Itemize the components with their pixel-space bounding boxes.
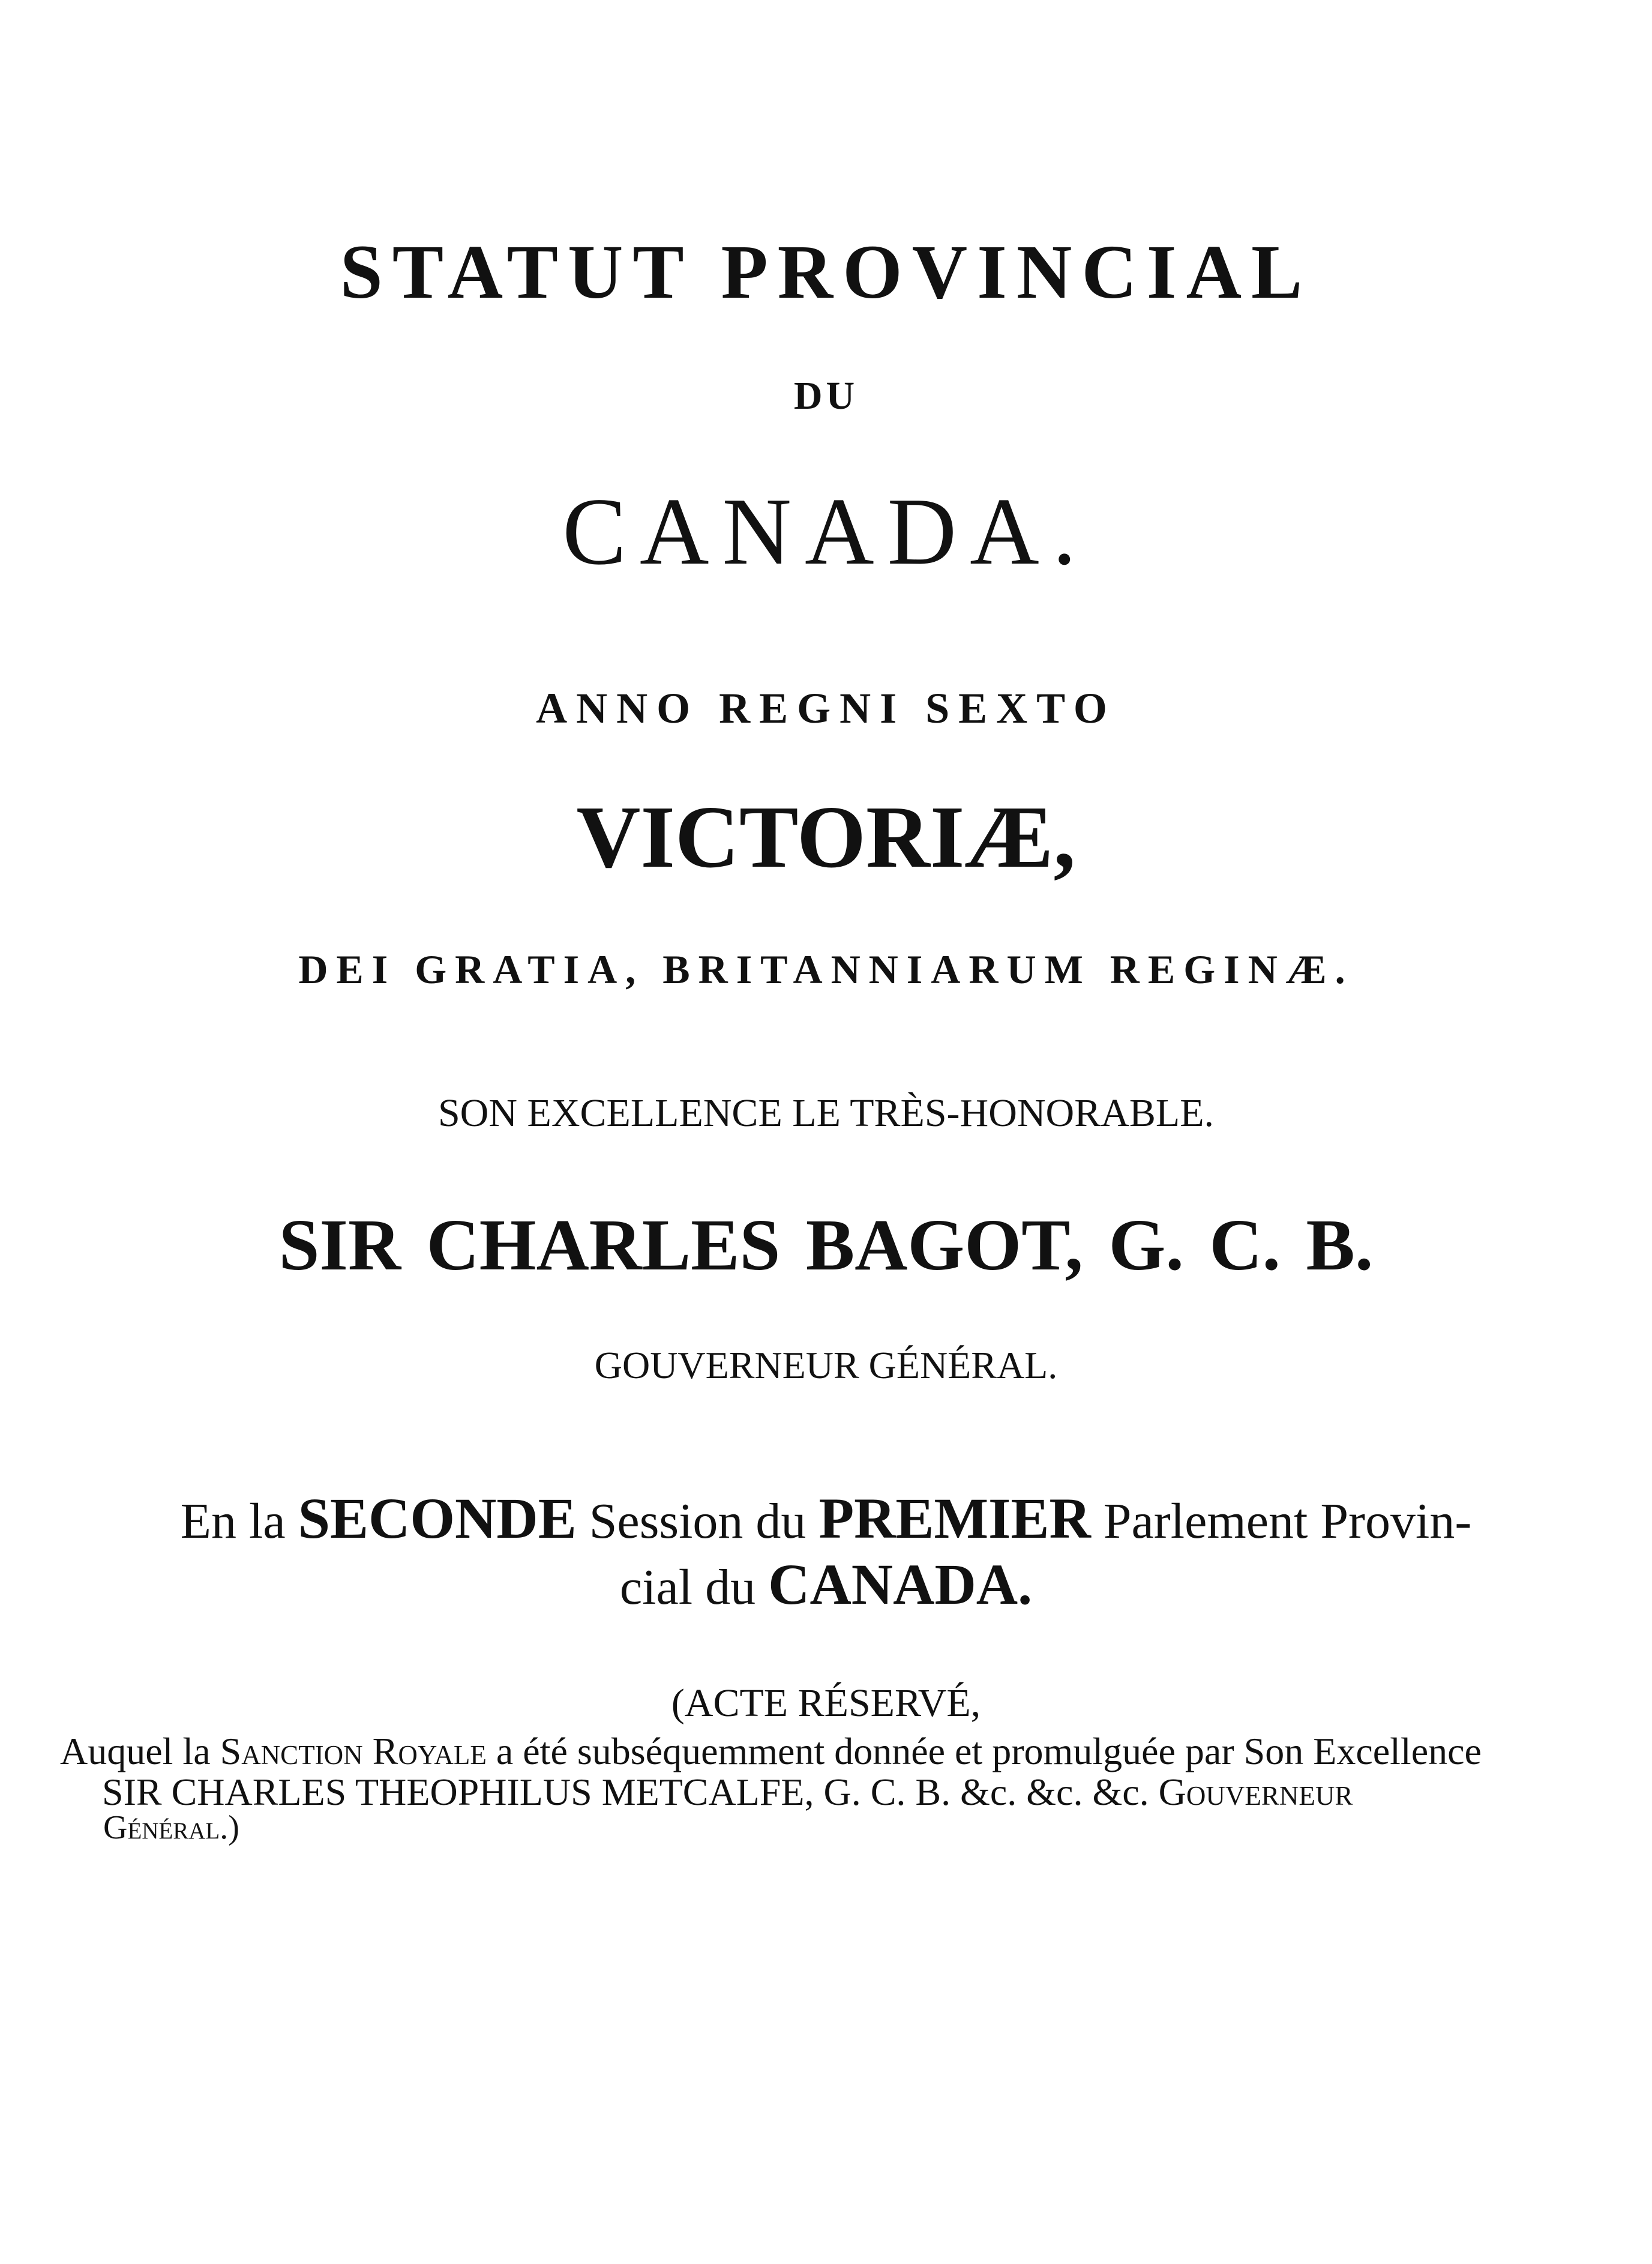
session-text-2: Session du <box>576 1493 819 1549</box>
session-premier: PREMIER <box>818 1486 1091 1550</box>
session-text-4: cial du <box>619 1559 769 1615</box>
metcalfe-name: SIR CHARLES THEOPHILUS METCALFE, G. C. B. &c. &c. &c. <box>102 1771 1159 1813</box>
metcalfe-gouverneur: Gouverneur <box>1158 1771 1353 1813</box>
session-line-2 <box>0 1552 1652 1618</box>
session-line-1 <box>0 1486 1652 1552</box>
sanction-text-2: a été subséquemment donnée et promulguée par Son Excellence <box>486 1730 1482 1772</box>
title-statut-provincial: STATUT PROVINCIAL <box>340 229 1312 315</box>
session-text-3: Parlement Provin- <box>1090 1493 1472 1549</box>
session-canada: CANADA. <box>768 1552 1033 1616</box>
governor-name: SIR CHARLES BAGOT, G. C. B. <box>278 1205 1374 1286</box>
sanction-line <box>60 1729 1482 1774</box>
session-text-1: En la <box>180 1493 298 1549</box>
acte-reserve: (ACTE RÉSERVÉ, <box>671 1681 981 1725</box>
metcalfe-line <box>102 1769 1353 1815</box>
dei-gratia-line: DEI GRATIA, BRITANNIARUM REGINÆ. <box>298 947 1354 992</box>
sanction-royale: Sanction Royale <box>220 1730 487 1772</box>
title-canada: CANADA. <box>562 478 1090 585</box>
anno-regni-line: ANNO REGNI SEXTO <box>536 684 1116 732</box>
victoriae-heading: VICTORIÆ, <box>576 788 1076 887</box>
governor-title: GOUVERNEUR GÉNÉRAL. <box>594 1344 1058 1386</box>
session-seconde: SECONDE <box>298 1486 577 1550</box>
general-line: Général.) <box>103 1809 239 1846</box>
excellence-line: SON EXCELLENCE LE TRÈS-HONORABLE. <box>437 1091 1215 1135</box>
title-du: DU <box>793 374 859 418</box>
sanction-text-1: Auquel la <box>60 1730 220 1772</box>
